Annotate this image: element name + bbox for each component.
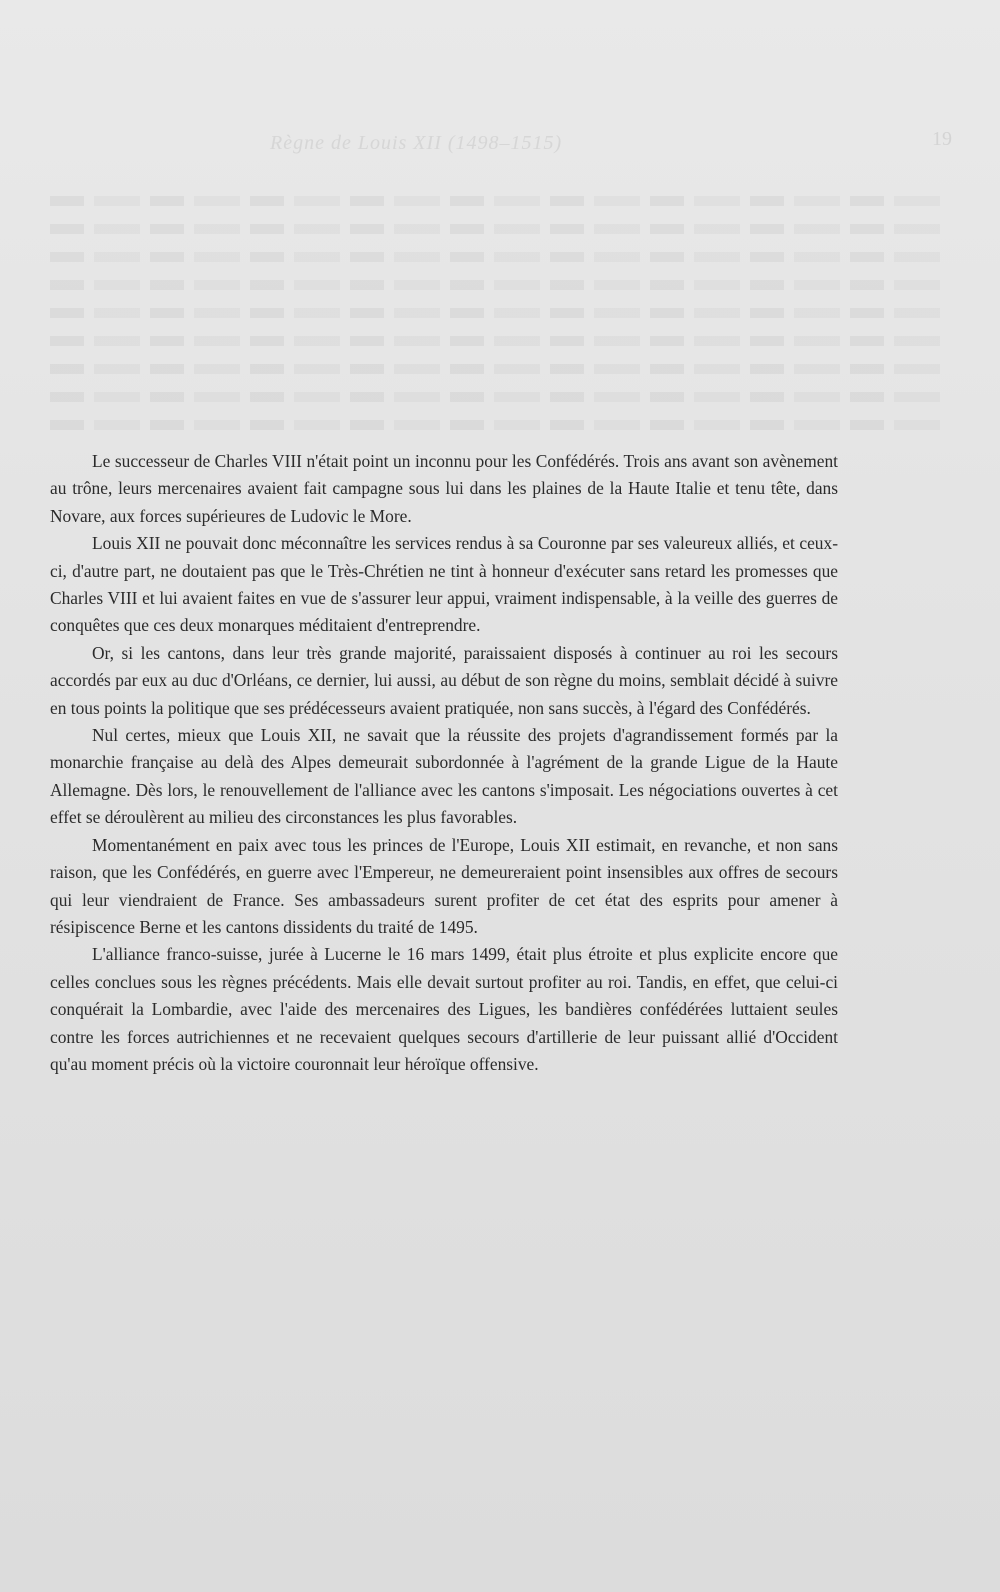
- paragraph: Or, si les cantons, dans leur très grande majorité, paraissaient disposés à continuer au roi les secours accordés par eux au duc d'Orléans, ce dernier, lui aussi, au début de son règne du moins, semblait décidé à suivre en tous points la politique que ses prédécesseurs avaient pratiquée, non sans succès, à l'égard des Confédérés.: [50, 642, 838, 718]
- paragraph: Nul certes, mieux que Louis XII, ne savait que la réussite des projets d'agrandissement formés par la monarchie française au delà des Alpes demeurait subordonnée à l'agrément de la grande Ligue de la Haute Allemagne. Dès lors, le renouvellement de l'alliance avec les cantons s'imposait. Les négociations ouvertes à cet effet se déroulèrent au milieu des circonstances les plus favorables.: [50, 725, 838, 828]
- bleed-through-page-number: 19: [932, 128, 952, 150]
- paragraph: Momentanément en paix avec tous les princes de l'Europe, Louis XII estimait, en revanche, et non sans raison, que les Confédérés, en guerre avec l'Empereur, ne demeureraient point insensibles aux offres de secours qui leur viendraient de France. Ses ambassadeurs surent profiter de cet état des esprits pour amener à résipiscence Berne et les cantons dissidents du traité de 1495.: [50, 834, 838, 937]
- paragraph: L'alliance franco-suisse, jurée à Lucerne le 16 mars 1499, était plus étroite et plus explicite encore que celles conclues sous les règnes précédents. Mais elle devait surtout profiter au roi. Tandis, en effet, que celui-ci conquérait la Lombardie, avec l'aide des mercenaires des Ligues, les bandières confédérées luttaient seules contre les forces autrichiennes et ne recevaient quelques secours d'artillerie de leur puissant allié d'Occident qu'au moment précis où la victoire couronnait leur héroïque offensive.: [50, 944, 838, 1074]
- paragraph: Louis XII ne pouvait donc méconnaître les services rendus à sa Couronne par ses valeureux alliés, et ceux-ci, d'autre part, ne doutaient pas que le Très-Chrétien ne tint à honneur d'exécuter sans retard les promesses que Charles VIII et lui avaient faites en vue de s'assurer leur appui, vraiment indispensable, à la veille des guerres de conquêtes que ces deux monarques méditaient d'entreprendre.: [50, 533, 838, 636]
- bleed-through-text: [50, 196, 940, 448]
- body-text: [50, 448, 838, 1078]
- bleed-through-header: Règne de Louis XII (1498–1515): [270, 132, 563, 154]
- paragraph: Le successeur de Charles VIII n'était point un inconnu pour les Confédérés. Trois ans avant son avènement au trône, leurs mercenaires avaient fait campagne sous lui dans les plaines de la Haute Italie et tenu tête, dans Novare, aux forces supérieures de Ludovic le More.: [50, 451, 838, 526]
